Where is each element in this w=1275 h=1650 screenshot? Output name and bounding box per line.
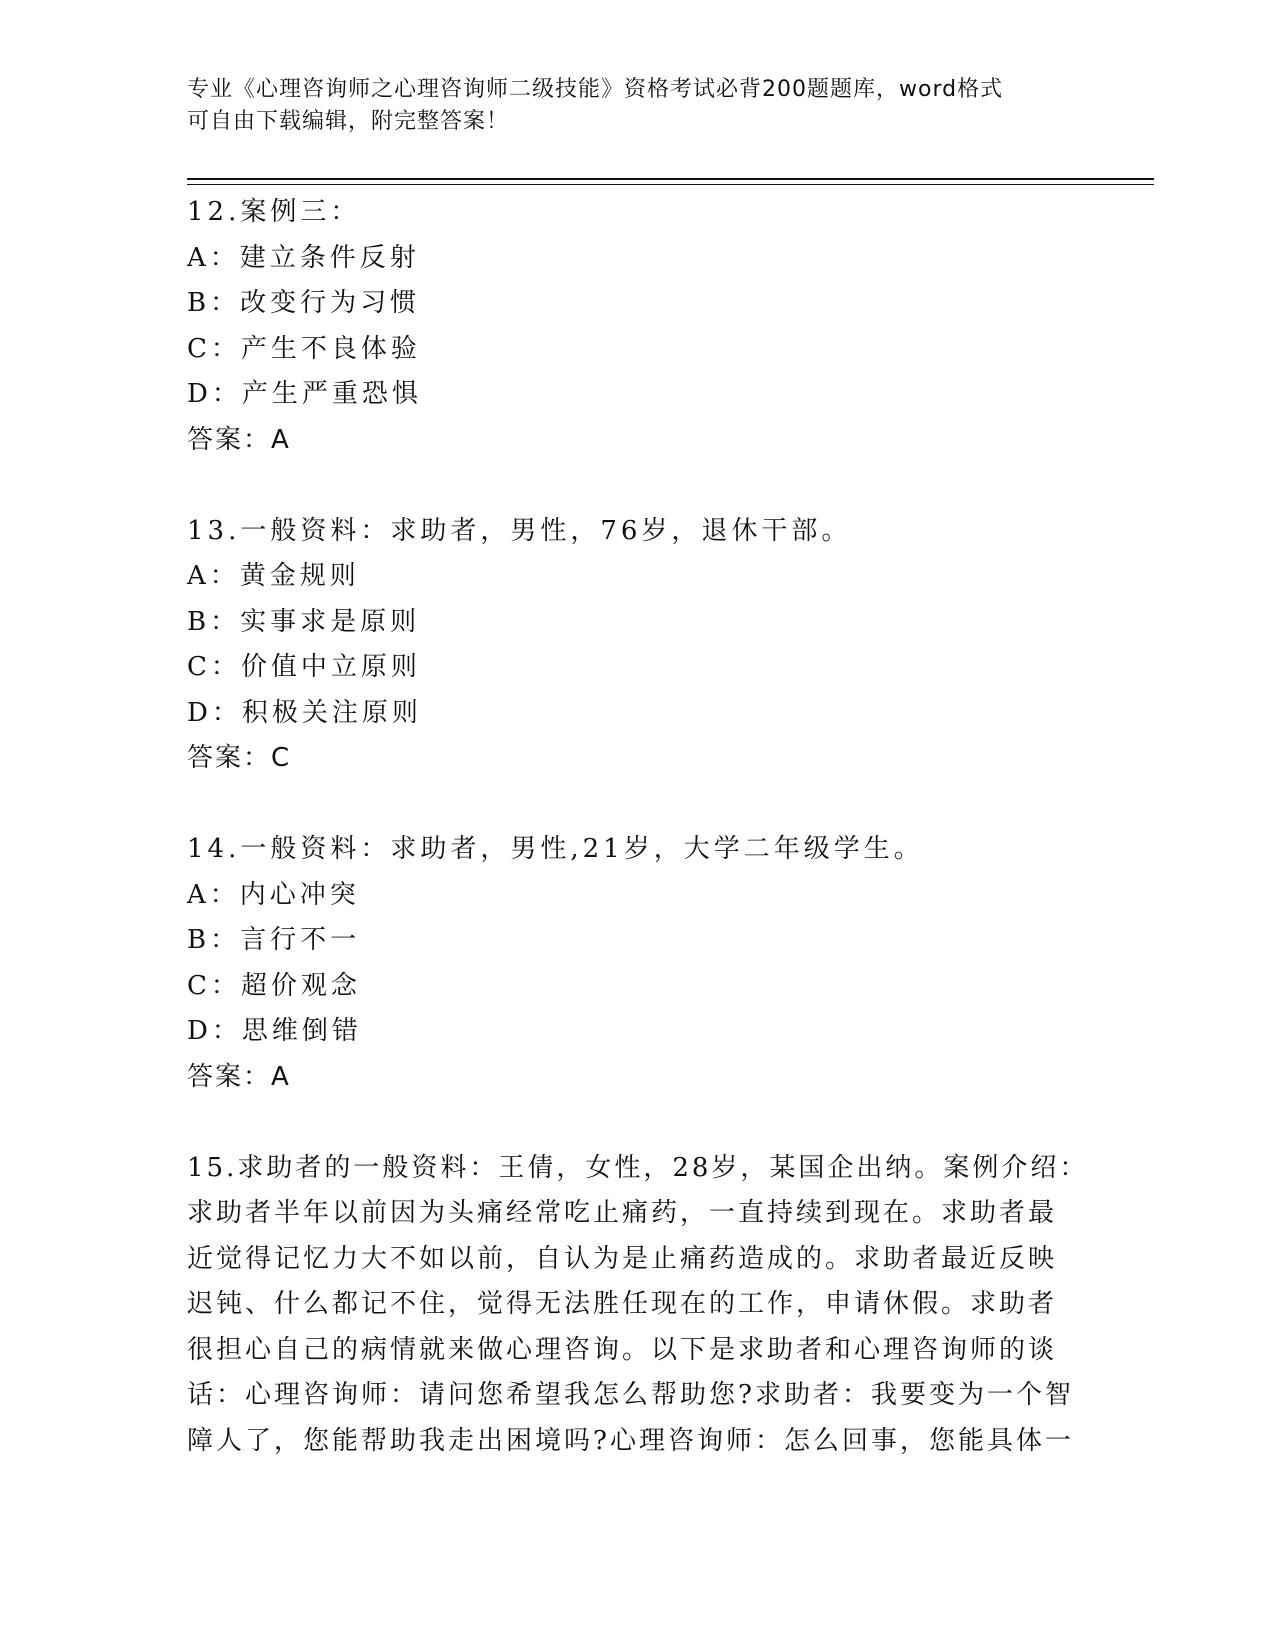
paragraph-line: 话：心理咨询师：请问您希望我怎么帮助您?求助者：我要变为一个智: [187, 1380, 1074, 1410]
header-divider-thick: [187, 178, 1154, 180]
option-d: D：积极关注原则: [187, 697, 422, 728]
option-d: D：思维倒错: [187, 1016, 362, 1046]
option-a: A：内心冲突: [187, 879, 360, 910]
question-12: [187, 190, 1087, 463]
paragraph-line: 15.求助者的一般资料：王倩，女性，28岁，某国企出纳。案例介绍：: [187, 1152, 1089, 1183]
header-line-1: 专业《心理咨询师之心理咨询师二级技能》资格考试必背200题题库，word格式: [187, 77, 1004, 102]
question-14: [187, 827, 1087, 1100]
header-divider-thin: [187, 184, 1154, 185]
paragraph-line: 障人了，您能帮助我走出困境吗?心理咨询师：怎么回事，您能具体一: [187, 1425, 1074, 1456]
spacer: [187, 782, 1087, 828]
spacer: [187, 463, 1087, 509]
option-b: B：实事求是原则: [187, 606, 421, 637]
answer-line: 答案：A: [187, 1061, 291, 1092]
answer-line: 答案：A: [187, 424, 291, 455]
option-b: B：言行不一: [187, 925, 361, 955]
paragraph-line: 求助者半年以前因为头痛经常吃止痛药，一直持续到现在。求助者最: [187, 1198, 1058, 1228]
question-stem: 12.案例三：: [187, 197, 361, 227]
question-list: [187, 190, 1087, 1464]
header-line-2: 可自由下载编辑，附完整答案！: [187, 109, 510, 134]
document-header: [187, 74, 1067, 138]
paragraph-line: 迟钝、什么都记不住，觉得无法胜任现在的工作，申请休假。求助者: [187, 1289, 1058, 1319]
spacer: [187, 1100, 1087, 1146]
option-c: C：产生不良体验: [187, 333, 421, 364]
question-13: [187, 509, 1087, 782]
option-d: D：产生严重恐惧: [187, 379, 422, 409]
question-stem: 13.一般资料：求助者，男性，76岁，退休干部。: [187, 515, 852, 546]
option-a: A：黄金规则: [187, 561, 360, 591]
paragraph-line: 很担心自己的病情就来做心理咨询。以下是求助者和心理咨询师的谈: [187, 1334, 1058, 1365]
option-a: A：建立条件反射: [187, 242, 420, 273]
paragraph-line: 近觉得记忆力大不如以前，自认为是止痛药造成的。求助者最近反映: [187, 1243, 1058, 1274]
option-b: B：改变行为习惯: [187, 288, 421, 318]
question-15: [187, 1146, 1087, 1465]
option-c: C：价值中立原则: [187, 652, 421, 682]
question-stem: 14.一般资料：求助者，男性,21岁，大学二年级学生。: [187, 834, 924, 864]
option-c: C：超价观念: [187, 970, 361, 1001]
answer-line: 答案：C: [187, 743, 292, 773]
